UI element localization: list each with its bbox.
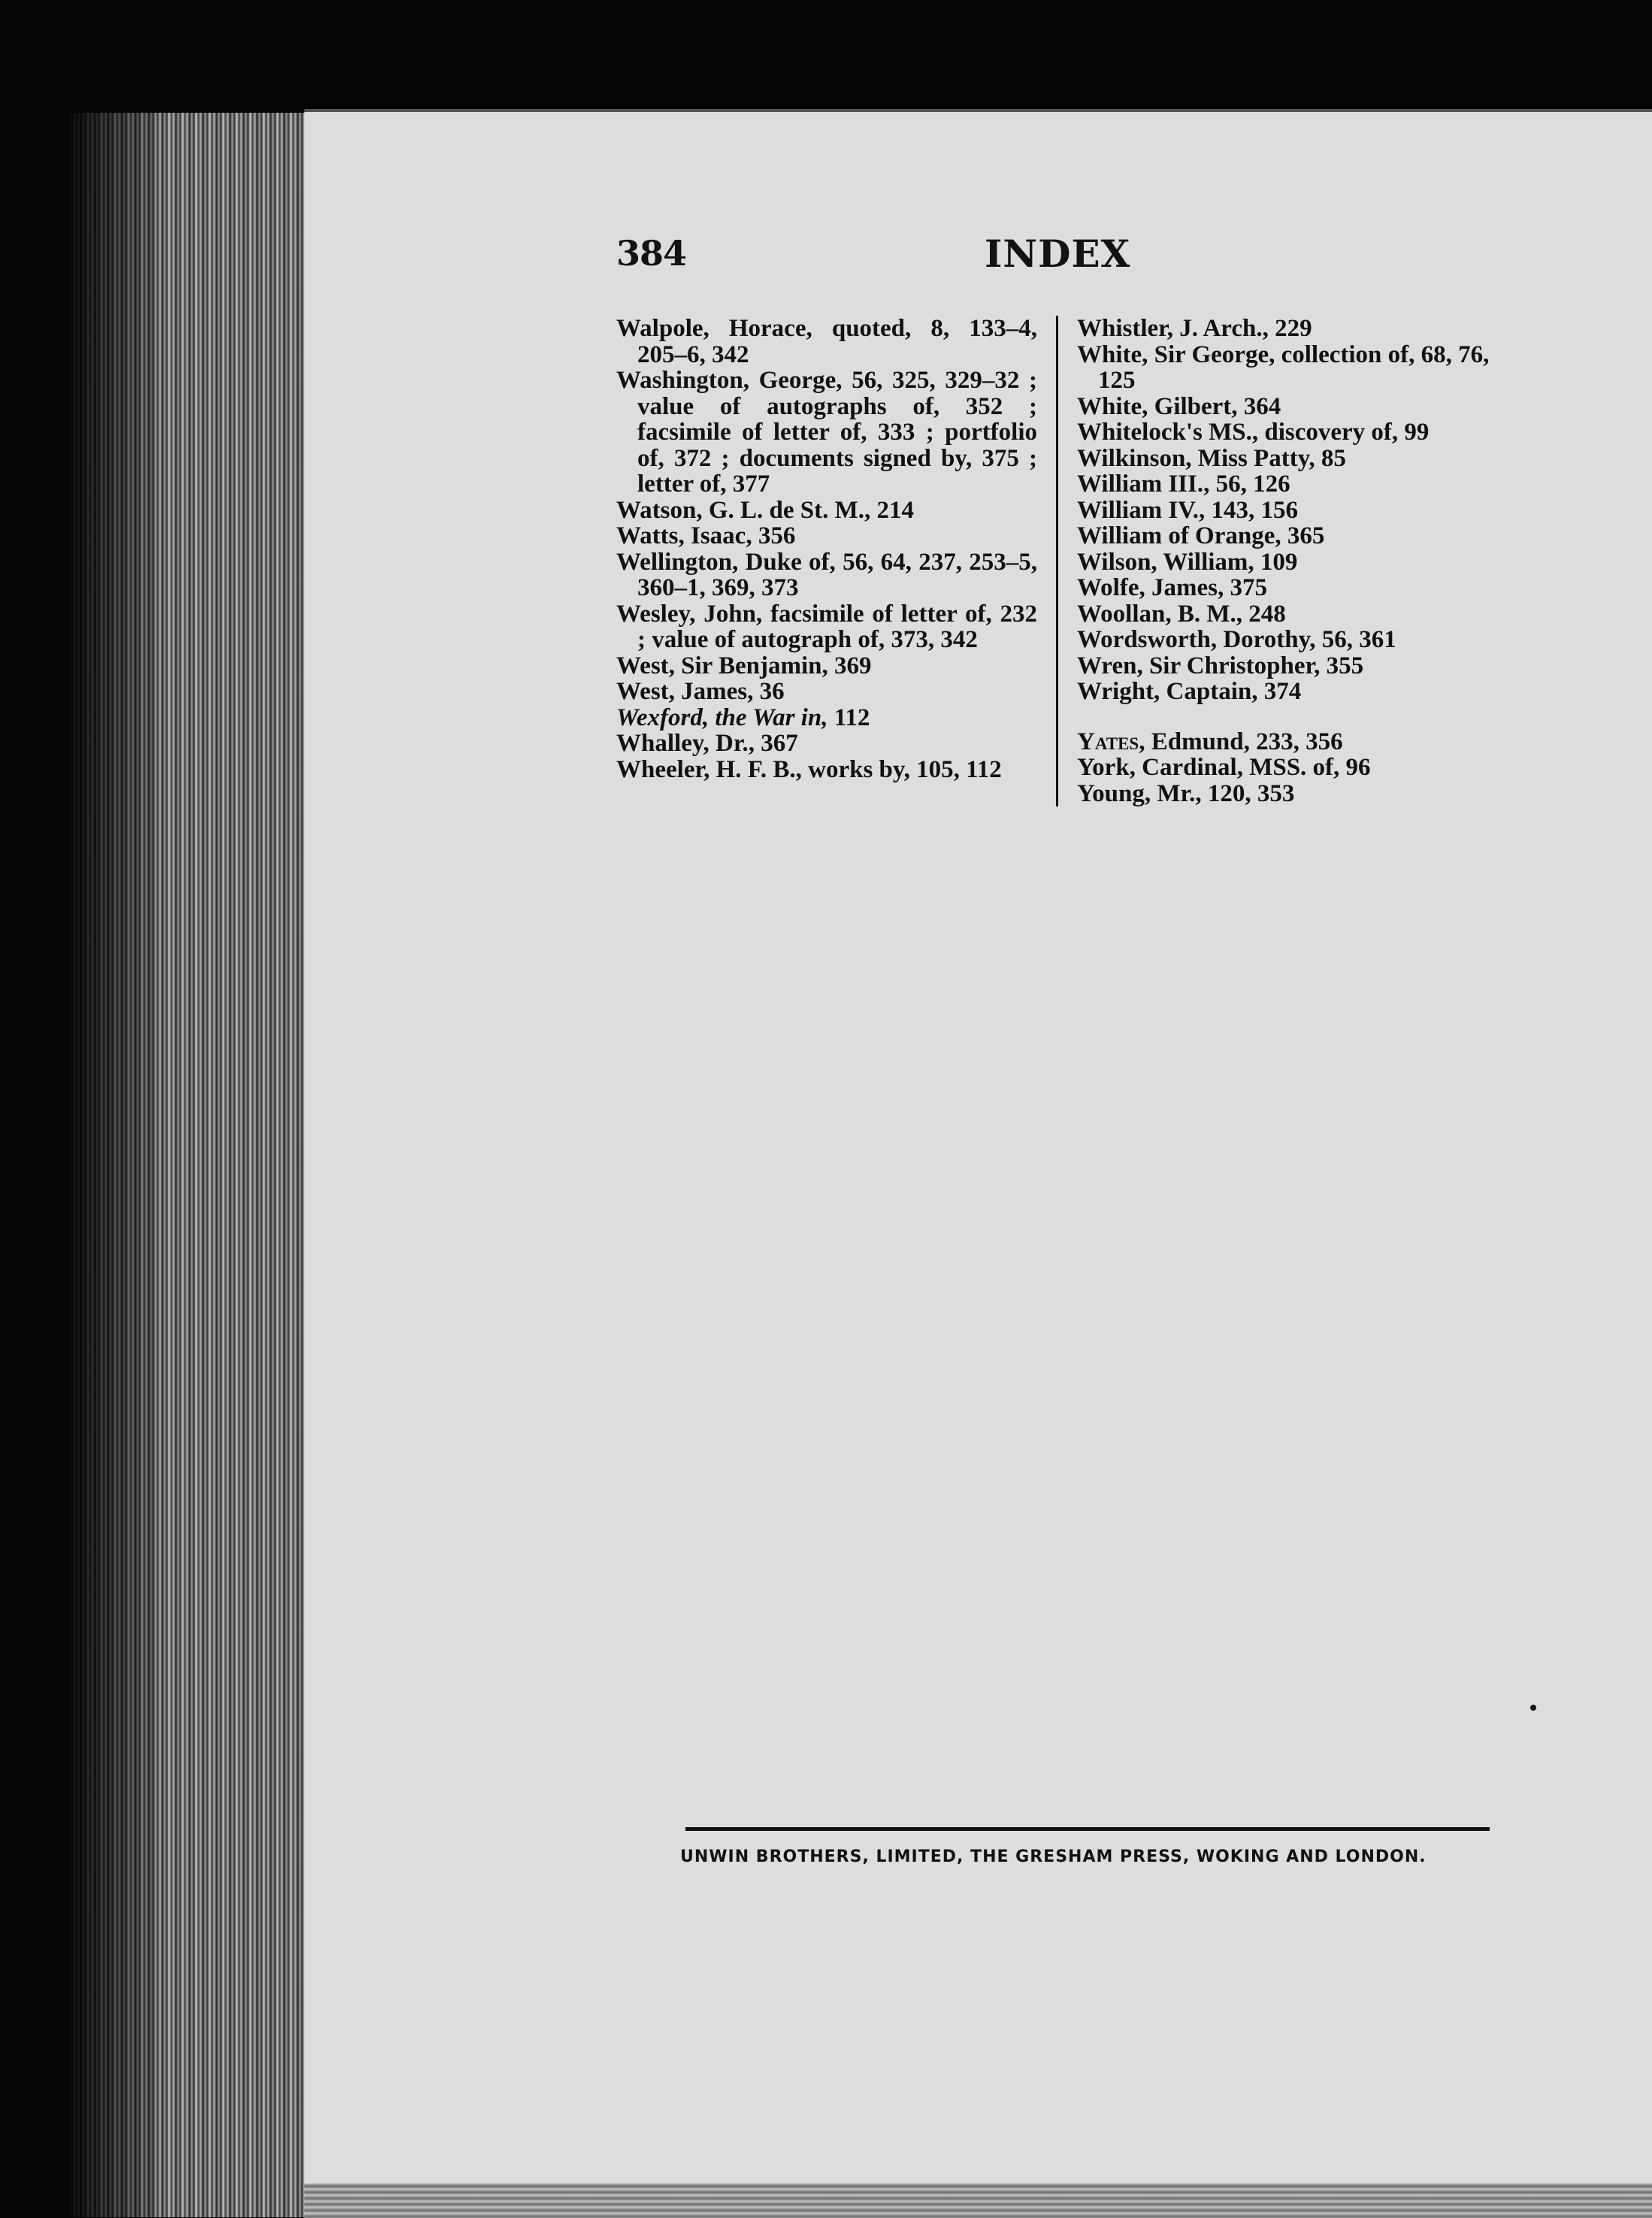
page-title: INDEX xyxy=(985,231,1131,276)
index-entry: Wheeler, H. F. B., works by, 105, 112 xyxy=(616,755,1002,783)
page-bottom-edge xyxy=(304,2183,1652,2218)
index-entry: William of Orange, 365 xyxy=(1077,522,1325,549)
index-column-left xyxy=(616,316,1056,806)
printer-imprint: UNWIN BROTHERS, LIMITED, THE GRESHAM PRESS, WOKING AND LONDON. xyxy=(680,1847,1427,1866)
index-column-right xyxy=(1058,316,1498,806)
binding-shadow xyxy=(68,113,158,2217)
index-entry: Whitelock's MS., discovery of, 99 xyxy=(1077,419,1430,446)
index-entry: Walpole, Horace, quoted, 8, 133–4, 205–6, 342 xyxy=(616,315,1037,368)
index-entry: West, Sir Benjamin, 369 xyxy=(616,652,872,679)
imprint-rule xyxy=(685,1827,1490,1831)
index-entry: Wolfe, James, 375 xyxy=(1077,574,1267,601)
index-entry: Wellington, Duke of, 56, 64, 237, 253–5, 360–1, 369, 373 xyxy=(616,548,1037,601)
page-header xyxy=(616,225,1511,293)
index-entry: Watts, Isaac, 356 xyxy=(616,522,796,549)
index-entry: Wright, Captain, 374 xyxy=(1077,678,1302,705)
index-entry xyxy=(616,705,1037,731)
index-entry-italic: Wexford, the War in, xyxy=(616,704,828,731)
index-entry: Young, Mr., 120, 353 xyxy=(1077,779,1295,807)
index-entry: Woollan, B. M., 248 xyxy=(1077,600,1286,628)
index-entry: Washington, George, 56, 325, 329–32 ; value of autographs of, 352 ; facsimile of letter of, 333 ; portfolio of, 372 ; documents signed by, 375 ; letter of, 377 xyxy=(616,367,1037,498)
index-entry: Whistler, J. Arch., 229 xyxy=(1077,315,1312,342)
index-entry: Wren, Sir Christopher, 355 xyxy=(1077,652,1364,679)
index-entry: Whalley, Dr., 367 xyxy=(616,730,798,757)
index-entry-pages: 112 xyxy=(828,704,870,731)
book-page-edges xyxy=(68,113,316,2217)
page-content xyxy=(616,225,1511,806)
letter-group-gap xyxy=(1077,705,1498,729)
index-entry: Wesley, John, facsimile of letter of, 232 ; value of autograph of, 373, 342 xyxy=(616,600,1037,653)
index-entry xyxy=(1077,729,1498,755)
index-columns xyxy=(616,316,1511,806)
index-entry: York, Cardinal, MSS. of, 96 xyxy=(1077,754,1371,781)
index-entry: West, James, 36 xyxy=(616,678,785,705)
page-number: 384 xyxy=(616,233,687,274)
index-entry: Watson, G. L. de St. M., 214 xyxy=(616,496,915,524)
index-entry-pages: , Edmund, 233, 356 xyxy=(1139,728,1343,755)
index-entry: William IV., 143, 156 xyxy=(1077,496,1298,524)
index-entry-smallcaps: Yates xyxy=(1077,728,1139,755)
index-entry: Wilkinson, Miss Patty, 85 xyxy=(1077,444,1346,472)
index-entry: White, Gilbert, 364 xyxy=(1077,392,1281,420)
index-entry: Wilson, William, 109 xyxy=(1077,548,1298,576)
index-entry: Wordsworth, Dorothy, 56, 361 xyxy=(1077,626,1396,653)
index-entry: William III., 56, 126 xyxy=(1077,471,1290,498)
print-speck xyxy=(1530,1705,1536,1711)
index-entry: White, Sir George, collection of, 68, 76, 125 xyxy=(1077,340,1490,394)
